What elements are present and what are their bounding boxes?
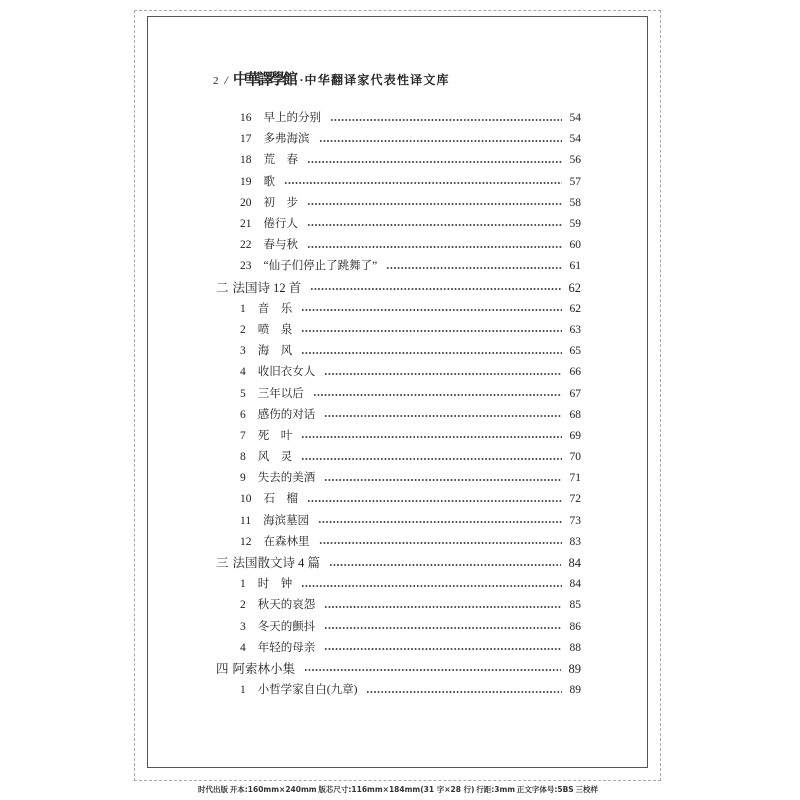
dot-leader: [313, 393, 562, 397]
toc-entry-row: [240, 407, 581, 423]
toc-entry-title: 时 钟: [257, 578, 293, 591]
toc-page-number: 63: [569, 323, 581, 336]
toc-entry-title: 冬天的颤抖: [257, 620, 316, 633]
toc-section-row: [216, 661, 581, 677]
toc-entry-row: [240, 640, 581, 656]
toc-page-number: 65: [569, 345, 581, 358]
toc-entry-number: 2: [240, 599, 246, 612]
toc-entry-title: “仙子们停止了跳舞了”: [263, 260, 378, 273]
toc-entry-number: 7: [240, 429, 246, 442]
dot-leader: [319, 541, 562, 545]
toc-page-number: 66: [569, 366, 581, 379]
toc-entry-number: 18: [240, 154, 252, 167]
toc-section-row: [216, 555, 581, 571]
imprint-typeface: 正文字体号:5BS: [516, 784, 574, 794]
toc-entry-title: 收旧衣女人: [257, 366, 316, 379]
toc-entry-number: 11: [240, 514, 252, 527]
toc-entry-row: [240, 682, 581, 698]
toc-page-number: 85: [569, 599, 581, 612]
dot-leader: [301, 435, 561, 439]
toc-page-number: 88: [569, 641, 581, 654]
dot-leader: [329, 563, 560, 567]
toc-entry-number: 8: [240, 451, 246, 463]
dot-leader: [330, 118, 562, 122]
toc-page-number: 84: [569, 578, 581, 591]
toc-page-number: 86: [569, 620, 581, 633]
toc-entry-title: 小哲学家自白(九章): [257, 684, 358, 697]
imprint-text-block: 版芯尺寸:116mm×184mm(31 字×28 行): [318, 784, 475, 794]
toc-entry-number: 10: [240, 493, 252, 506]
dot-leader: [307, 499, 562, 503]
toc-entry-title: 年轻的母亲: [257, 641, 316, 654]
toc-entry-number: 4: [240, 366, 246, 379]
toc-entry-title: 初 步: [263, 196, 298, 209]
proof-imprint-line: [198, 784, 598, 794]
toc-entry-title: 在森林里: [263, 535, 310, 548]
toc-section-title: 法国散文诗 4 篇: [232, 556, 321, 570]
imprint-trim-size: 开本:160mm×240mm: [229, 784, 317, 794]
toc-entry-number: 6: [240, 408, 246, 421]
toc-entry-row: [240, 491, 581, 507]
toc-entry-row: [240, 386, 581, 402]
toc-entry-number: 3: [240, 345, 246, 358]
toc-entry-row: [240, 195, 581, 211]
imprint-proof-stage: 三校样: [575, 784, 598, 794]
dot-leader: [318, 520, 561, 524]
dot-leader: [307, 223, 562, 227]
toc-section-number: 二: [216, 280, 229, 295]
toc-entry-title: 海 风: [257, 345, 293, 358]
toc-entry-row: [240, 364, 581, 380]
dot-leader: [324, 414, 561, 418]
toc-entry-number: 9: [240, 472, 246, 485]
toc-page-number: 54: [569, 112, 581, 124]
toc-entry-number: 21: [240, 217, 252, 230]
dot-leader: [301, 308, 561, 312]
toc-entry-row: [240, 216, 581, 232]
toc-page-number: 54: [569, 133, 581, 146]
toc-page-number: 59: [569, 217, 581, 230]
dot-leader: [301, 457, 561, 461]
toc-page-number: 67: [569, 387, 581, 400]
toc-page-number: 57: [569, 175, 581, 188]
toc-entry-row: [240, 131, 581, 147]
toc-entry-number: 17: [240, 133, 252, 146]
dot-leader: [284, 181, 562, 185]
toc-page-number: 69: [569, 429, 581, 442]
toc-page-number: 83: [569, 535, 581, 548]
toc-entry-number: 12: [240, 535, 252, 548]
toc-entry-number: 19: [240, 175, 252, 188]
toc-entry-row: [240, 576, 581, 592]
imprint-line-spacing: 行距:3mm: [476, 784, 516, 794]
toc-page-number: 89: [568, 661, 581, 676]
dot-leader: [366, 690, 561, 694]
dot-leader: [304, 668, 560, 672]
toc-entry-row: [240, 534, 581, 550]
toc-entry-title: 石 榴: [263, 493, 298, 506]
toc-entry-title: 秋天的哀怨: [257, 599, 316, 612]
dot-leader: [324, 605, 561, 609]
toc-section-row: [216, 280, 581, 296]
toc-entry-row: [240, 619, 581, 635]
toc-page-number: 70: [569, 451, 581, 463]
toc-page-number: 62: [569, 302, 581, 315]
toc-page-number: 89: [569, 684, 581, 697]
toc-entry-title: 倦行人: [263, 217, 298, 230]
toc-entry-row: [240, 470, 581, 486]
dot-leader: [301, 329, 561, 333]
series-title: ·中华翻译家代表性译文库: [299, 73, 450, 87]
toc-section-number: 四: [216, 661, 229, 676]
toc-entry-number: 23: [240, 260, 252, 273]
toc-entry-number: 5: [240, 387, 246, 400]
toc-entry-title: 音 乐: [257, 302, 293, 315]
dot-leader: [307, 160, 562, 164]
toc-page-number: 61: [569, 260, 581, 273]
toc-entry-row: [240, 597, 581, 613]
toc-entry-number: 22: [240, 239, 252, 252]
dot-leader: [386, 266, 561, 270]
dot-leader: [310, 287, 560, 291]
toc-page-number: 73: [569, 514, 581, 527]
toc-page-number: 71: [569, 472, 581, 485]
toc-entry-title: 喷 泉: [257, 323, 293, 336]
toc-entry-title: 春与秋: [263, 239, 298, 252]
toc-entry-title: 风 灵: [257, 451, 293, 463]
toc-entry-row: [240, 174, 581, 190]
toc-page-number: 62: [568, 280, 581, 295]
toc-entry-number: 3: [240, 620, 246, 633]
toc-entry-row: [240, 110, 581, 126]
toc-entry-row: [240, 152, 581, 168]
toc-entry-number: 2: [240, 323, 246, 336]
toc-section-number: 三: [216, 556, 229, 570]
toc-entry-title: 荒 春: [263, 154, 298, 167]
dot-leader: [324, 372, 561, 376]
toc-entry-number: 16: [240, 112, 252, 124]
dot-leader: [301, 584, 561, 588]
toc-entry-title: 失去的美酒: [257, 472, 316, 485]
toc-entry-title: 感伤的对话: [257, 408, 316, 421]
toc-entry-number: 1: [240, 684, 246, 697]
series-logo: 中華譯學館: [232, 72, 296, 88]
toc-entry-row: [240, 343, 581, 359]
toc-entry-title: 早上的分别: [263, 112, 321, 124]
toc-section-title: 法国诗 12 首: [232, 280, 302, 295]
toc-entry-number: 1: [240, 578, 246, 591]
toc-entry-number: 1: [240, 302, 246, 315]
toc-page-number: 72: [569, 493, 581, 506]
toc-page-number: 58: [569, 196, 581, 209]
toc-entry-title: 三年以后: [257, 387, 304, 400]
toc-entry-title: 海滨墓园: [263, 514, 310, 527]
toc-entry-number: 4: [240, 641, 246, 654]
toc-entry-row: [240, 428, 581, 444]
dot-leader: [324, 647, 561, 651]
running-head-separator: /: [224, 73, 228, 87]
dot-leader: [324, 478, 561, 482]
dot-leader: [307, 245, 562, 249]
toc-page-number: 56: [569, 154, 581, 167]
toc-entry-row: [240, 301, 581, 317]
toc-entry-title: 歌: [263, 175, 275, 188]
page-number: 2: [213, 75, 219, 87]
dot-leader: [319, 139, 562, 143]
toc-entry-title: 多弗海滨: [263, 133, 310, 146]
dot-leader: [307, 202, 562, 206]
toc-entry-row: [240, 322, 581, 338]
dot-leader: [301, 351, 561, 355]
toc-page-number: 84: [568, 556, 581, 570]
toc-entry-row: [240, 449, 581, 465]
toc-entry-row: [240, 237, 581, 253]
toc-entry-row: [240, 258, 581, 274]
dot-leader: [324, 626, 561, 630]
toc-section-title: 阿索林小集: [232, 661, 296, 676]
toc-page-number: 60: [569, 239, 581, 252]
imprint-publisher: 时代出版: [198, 784, 228, 794]
toc-entry-row: [240, 513, 581, 529]
toc-page-number: 68: [569, 408, 581, 421]
toc-entry-title: 死 叶: [257, 429, 293, 442]
toc-entry-number: 20: [240, 196, 252, 209]
